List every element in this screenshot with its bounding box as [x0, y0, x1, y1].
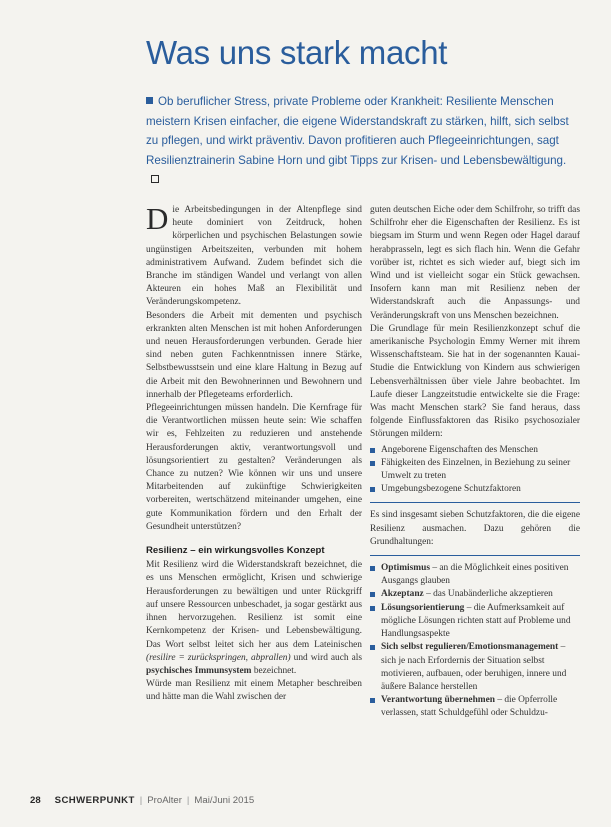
section-subhead: Resilienz – ein wirkungsvolles Konzept	[146, 545, 325, 557]
list-term: Akzeptanz	[381, 589, 424, 600]
divider	[370, 502, 580, 503]
list-term: Verantwortung übernehmen	[381, 695, 495, 706]
list-item	[370, 641, 580, 694]
list-item	[370, 694, 580, 720]
list-item: Fähigkeiten des Einzelnen, in Beziehung zu seiner Umwelt zu treten	[370, 457, 580, 483]
factor-list	[370, 444, 580, 497]
paragraph: Die Grundlage für mein Resilienzkonzept schuf die amerikanische Psychologin Emmy Werner mit ihrem Wissenschaftsteam. Sie hat in der sogenannten Kauai-Studie die Entwicklung von Kindern aus schwierigen Lebensverhältnissen über viele Jahre beobachtet. Im Laufe dieser Langzeitstudie entwickelte sie die Frage: Was macht Menschen stark? Sie fand heraus, dass folgende Einflussfaktoren das Risiko psychosozialer Störungen mildern:	[370, 323, 580, 440]
dropcap: D	[146, 201, 169, 236]
page-footer	[30, 795, 590, 806]
paragraph	[146, 201, 362, 310]
paragraph	[146, 559, 362, 678]
list-item	[370, 562, 580, 588]
footer-separator: |	[186, 795, 190, 806]
paragraph-text: Mit Resilienz wird die Widerstandskraft bezeichnet, die es uns Menschen ermöglicht, Krisen und schwierige Herausforderungen zu bewältigen und unter Rückgriff auf unsere Ressourcen unbeschadet, ja sogar gestärkt aus ihnen hervorzugehen. Resilienz ist somit eine Kernkompetenz der Krisen- und Lebensbewältigung. Das Wort selbst leitet sich her aus dem Lateinischen	[146, 560, 362, 650]
article-lead	[146, 92, 576, 190]
right-column	[370, 204, 580, 723]
paragraph: Würde man Resilienz mit einem Metapher beschreiben und hätte man die Wahl zwischen der	[146, 679, 362, 703]
list-text: – die Aufmerksamkeit auf mögliche Lösungen richten statt auf Probleme und Handlungsaspekte	[381, 602, 571, 640]
paragraph-text: ie Arbeitsbedingungen in der Altenpflege sind heute dominiert von Zeitdruck, hohen körperlichen und psychischen Belastungen sowie ungünstigen Arbeitszeiten, verbunden mit hohem administrativem Aufwand. Zudem befindet sich die Branche im ständigen Wandel und verlangt von allen Akteuren ein hohes Maß an Flexibilität und Veränderungskompetenz.	[146, 205, 362, 308]
issue-date: Mai/Juni 2015	[194, 795, 255, 806]
divider	[370, 555, 580, 556]
protective-factor-list	[370, 562, 580, 720]
footer-separator: |	[139, 795, 143, 806]
lead-text: Ob beruflicher Stress, private Probleme oder Krankheit: Resiliente Menschen meistern Krisen einfacher, die eigene Widerstandskraft zu stärken, hilft, sich selbst zu pflegen, und wirkt präventiv. Davon profitieren auch Pflegeeinrichtungen, sagt Resilienztrainerin Sabine Horn und gibt Tipps zur Krisen- und Lebensbewältigung.	[146, 95, 569, 167]
magazine-name: ProAlter	[147, 795, 182, 806]
list-text: – sich je nach Erfordernis der Situation selbst motivieren, aufbauen, oder beruhigen, innere und äußere Balance herstellen	[381, 642, 567, 692]
paragraph: Pflegeeinrichtungen müssen handeln. Die Kernfrage für die Verantwortlichen müssen heute sein: Wie schaffen wir es, Fehlzeiten zu reduzieren und anstehende Herausforderungen aktiv, verantwortungsvoll und lösungsorientiert zu gestalten? Veränderungen als Chance zu nutzen? Wie können wir uns und unsere Mitarbeitenden auf zukünftige Schwierigkeiten vorbereiten, wertschätzend miteinander umgehen, eine gute Kommunikation fördern und den Erhalt der Gesundheit unterstützen?	[146, 403, 362, 532]
lead-end-square-icon	[151, 175, 159, 183]
list-term: Sich selbst regulieren/Emotionsmanagement	[381, 642, 559, 653]
article-title: Was uns stark macht	[146, 34, 448, 71]
list-item	[370, 588, 580, 601]
page-number: 28	[30, 795, 41, 806]
paragraph: Es sind insgesamt sieben Schutzfaktoren, die die eigene Resilienz ausmachen. Dazu gehören die Grundhaltungen:	[370, 510, 580, 547]
list-text: – an die Möglichkeit eines positiven Ausgangs glauben	[381, 563, 569, 587]
bold-text: psychisches Immunsystem	[146, 665, 252, 676]
paragraph: Besonders die Arbeit mit dementen und psychisch erkrankten alten Menschen ist mit hohen Anforderungen und neuen Herausforderungen verbunden. Gerade hier sind neben guten Fachkenntnissen innere Stärke, Selbstbewusstsein und eine klare Haltung in Bezug auf die Arbeit mit den Bewohnerinnen und Bewohnern und innerhalb der Pflegeteams erforderlich.	[146, 310, 362, 400]
italic-text: (resilire = zurückspringen, abprallen)	[146, 652, 291, 663]
lead-square-icon	[146, 97, 153, 104]
list-term: Optimismus	[381, 563, 430, 574]
section-name: SCHWERPUNKT	[54, 795, 135, 806]
list-item: Angeborene Eigenschaften des Menschen	[370, 444, 580, 457]
list-item: Umgebungsbezogene Schutzfaktoren	[370, 483, 580, 496]
paragraph-text: bezeichnet.	[253, 665, 297, 676]
paragraph-text: und wird auch als	[293, 652, 363, 663]
list-term: Lösungsorientierung	[381, 602, 465, 613]
list-text: – die Opferrolle verlassen, statt Schuldgefühl oder Schuldzu-	[381, 695, 558, 719]
list-item	[370, 602, 580, 642]
paragraph: guten deutschen Eiche oder dem Schilfrohr, so trifft das Schilfrohr eher die Eigenschaften der Resilienz. Es ist biegsam im Sturm und wenn Regen oder Hagel darauf herabprasseln, legt es sich flach hin. Wenn die Gefahr vorüber ist, richtet es sich wieder auf, biegt sich im Wind und ist vielleicht sogar ein Stück gewachsen. Insofern kann man mit Resilienz neben der Widerstandskraft auch die Anpassungs- und Veränderungskraft von uns Menschen bezeichnen.	[370, 205, 580, 321]
list-text: – das Unabänderliche akzeptieren	[423, 589, 553, 600]
left-column	[146, 201, 363, 705]
